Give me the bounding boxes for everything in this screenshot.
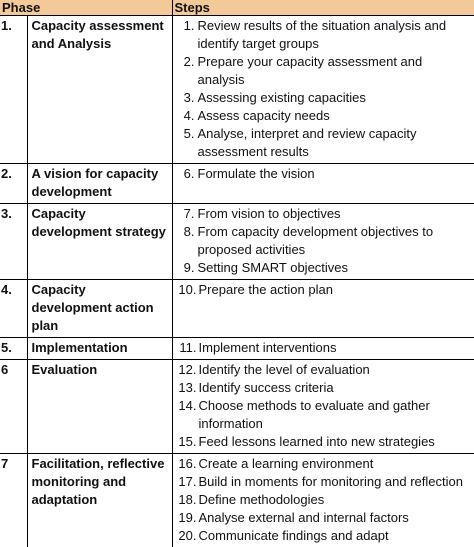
step-text: Analyse external and internal factors <box>199 509 474 527</box>
step-number: 13. <box>173 379 199 397</box>
step-number: 16. <box>173 455 199 473</box>
step-item <box>173 281 474 299</box>
phase-name: Facilitation, reflective monitoring and adaptation <box>27 454 172 547</box>
step-number: 1. <box>173 17 198 35</box>
step-text: Review results of the situation analysis and identify target groups <box>198 17 474 53</box>
step-number: 20. <box>173 527 199 545</box>
step-item <box>173 17 474 53</box>
step-item <box>173 527 474 545</box>
step-item <box>173 379 474 397</box>
table-row <box>0 360 474 454</box>
table-row <box>0 16 474 164</box>
step-text: Prepare the action plan <box>199 281 474 299</box>
step-text: Feed lessons learned into new strategies <box>199 433 474 451</box>
step-item <box>173 53 474 89</box>
steps-cell <box>172 204 474 280</box>
step-number: 17. <box>173 473 199 491</box>
step-item <box>173 361 474 379</box>
step-item <box>173 223 474 259</box>
step-text: Setting SMART objectives <box>198 259 474 277</box>
steps-cell <box>172 280 474 338</box>
phase-name: Implementation <box>27 338 172 360</box>
step-number: 10. <box>173 281 199 299</box>
step-number: 3. <box>173 89 198 107</box>
step-text: Assessing existing capacities <box>198 89 474 107</box>
step-number: 15. <box>173 433 199 451</box>
step-number: 8. <box>173 223 198 241</box>
phase-number: 4. <box>0 280 27 338</box>
step-number: 12. <box>173 361 199 379</box>
step-item <box>173 509 474 527</box>
phase-number: 2. <box>0 164 27 204</box>
step-number: 14. <box>173 397 199 415</box>
phase-name: Capacity assessment and Analysis <box>27 16 172 164</box>
table-row <box>0 280 474 338</box>
step-text: Identify the level of evaluation <box>199 361 474 379</box>
step-item <box>173 165 474 183</box>
phase-name: Capacity development strategy <box>27 204 172 280</box>
table-row <box>0 454 474 547</box>
step-text: Define methodologies <box>199 491 474 509</box>
phase-name: A vision for capacity development <box>27 164 172 204</box>
step-item <box>173 259 474 277</box>
step-text: From vision to objectives <box>198 205 474 223</box>
step-item <box>173 397 474 433</box>
step-item <box>173 89 474 107</box>
phase-number: 3. <box>0 204 27 280</box>
phase-name: Evaluation <box>27 360 172 454</box>
step-text: Choose methods to evaluate and gather information <box>199 397 474 433</box>
steps-cell <box>172 360 474 454</box>
phase-column-header: Phase <box>0 0 172 16</box>
phase-number: 7 <box>0 454 27 547</box>
step-number: 4. <box>173 107 198 125</box>
phase-number: 1. <box>0 16 27 164</box>
step-number: 7. <box>173 205 198 223</box>
steps-cell <box>172 454 474 547</box>
step-item <box>173 339 474 357</box>
step-text: Analyse, interpret and review capacity assessment results <box>198 125 474 161</box>
steps-cell <box>172 338 474 360</box>
step-text: Implement interventions <box>199 339 474 357</box>
step-text: Prepare your capacity assessment and analysis <box>198 53 474 89</box>
header-row <box>0 0 474 16</box>
table-row <box>0 164 474 204</box>
step-item <box>173 107 474 125</box>
step-item <box>173 433 474 451</box>
step-item <box>173 125 474 161</box>
step-text: From capacity development objectives to proposed activities <box>198 223 474 259</box>
step-text: Communicate findings and adapt <box>199 527 474 545</box>
step-text: Create a learning environment <box>199 455 474 473</box>
step-number: 19. <box>173 509 199 527</box>
step-number: 11. <box>173 339 199 357</box>
phase-number: 6 <box>0 360 27 454</box>
steps-cell <box>172 16 474 164</box>
step-item <box>173 491 474 509</box>
step-item <box>173 205 474 223</box>
steps-cell <box>172 164 474 204</box>
step-text: Formulate the vision <box>198 165 474 183</box>
step-text: Assess capacity needs <box>198 107 474 125</box>
step-number: 6. <box>173 165 198 183</box>
table-row <box>0 204 474 280</box>
step-item <box>173 473 474 491</box>
step-number: 5. <box>173 125 198 143</box>
phase-name: Capacity development action plan <box>27 280 172 338</box>
step-item <box>173 455 474 473</box>
step-text: Identify success criteria <box>199 379 474 397</box>
step-number: 2. <box>173 53 198 71</box>
step-text: Build in moments for monitoring and reflection <box>199 473 474 491</box>
step-number: 18. <box>173 491 199 509</box>
table-body <box>0 16 474 547</box>
phase-number: 5. <box>0 338 27 360</box>
steps-column-header: Steps <box>172 0 474 16</box>
step-number: 9. <box>173 259 198 277</box>
table-row <box>0 338 474 360</box>
